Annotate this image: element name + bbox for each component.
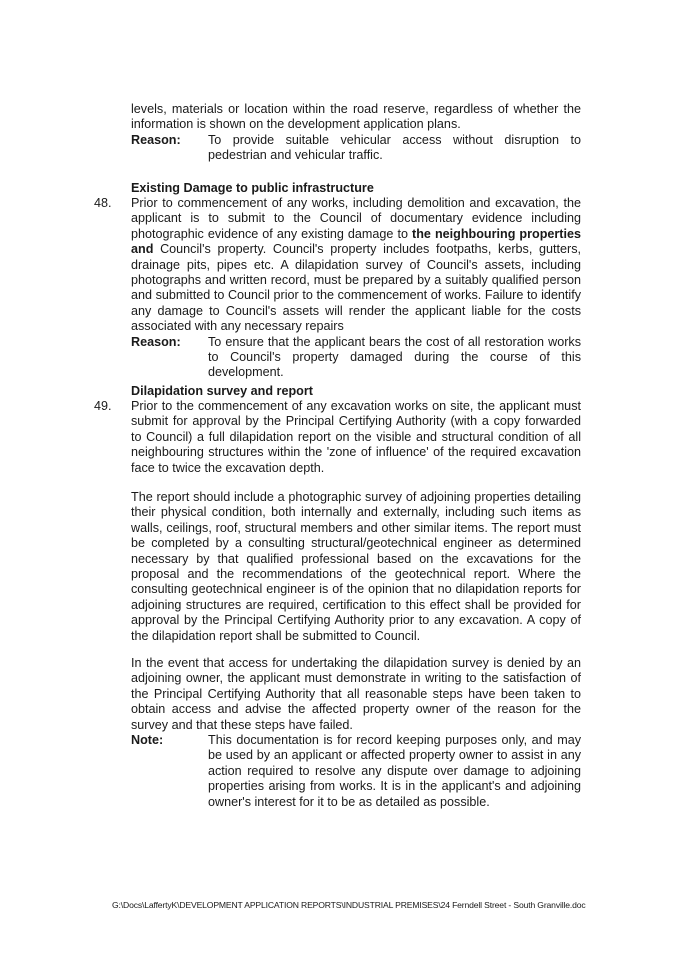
section-48-number: 48. <box>94 196 112 210</box>
section-48-heading: Existing Damage to public infrastructure <box>131 181 374 195</box>
section-49-heading: Dilapidation survey and report <box>131 384 313 398</box>
section-48-block <box>131 196 581 381</box>
section-48-text-after: Council's property. Council's property includes footpaths, kerbs, gutters, drainage pits, pipes etc. A dilapidation survey of Council's assets, including photographs and written record, must be prepared by a suitably qualified person and submitted to Council prior to the commencement of works. Failure to identify any damage to Council's assets will render the applicant liable for the costs associated with any necessary repairs <box>131 242 581 334</box>
section-48-text-before: Prior to commencement of any works, including demolition and excavation, the applicant is to submit to the Council of documentary evidence including photographic evidence of any existing damage to <box>131 196 581 241</box>
reason-text: To ensure that the applicant bears the cost of all restoration works to Council's property damaged during the course of this development. <box>208 334 581 380</box>
section-49-note <box>131 733 581 810</box>
section-49-number: 49. <box>94 399 112 413</box>
intro-text: levels, materials or location within the road reserve, regardless of whether the information is shown on the development application plans. <box>131 102 581 132</box>
section-49-text-2: The report should include a photographic survey of adjoining properties detailing their physical condition, both internally and externally, including such items as walls, ceilings, roof, structural members and other similar items. The report must be completed by a consulting structural/geotechnical engineer as determined necessary by that qualified professional based on the excavations for the proposal and the recommendations of the geotechnical report. Where the consulting geotechnical engineer is of the opinion that no dilapidation reports for adjoining structures are required, certification to this effect shall be provided for approval by the Principal Certifying Authority prior to any excavation. A copy of the dilapidation report shall be submitted to Council. <box>131 490 581 643</box>
section-48-reason <box>131 335 581 381</box>
reason-label: Reason: <box>131 334 181 349</box>
reason-label: Reason: <box>131 132 181 147</box>
section-49-text-1: Prior to the commencement of any excavation works on site, the applicant must submit for approval by the Principal Certifying Authority (with a copy forwarded to Council) a full dilapidation report on the visible and structural condition of all neighbouring structures within the 'zone of influence' of the required excavation face to twice the excavation depth. <box>131 399 581 475</box>
intro-reason <box>131 133 581 164</box>
note-label: Note: <box>131 733 164 748</box>
section-49-para-3 <box>131 656 581 810</box>
section-48-text-bold: the neighbouring properties and <box>131 226 582 257</box>
section-49-text-3: In the event that access for undertaking the dilapidation survey is denied by an adjoining owner, the applicant must demonstrate in writing to the satisfaction of the Principal Certifying Authority that all reasonable steps have been taken to obtain access and advise the affected property owner of the reason for the survey and that these steps have failed. <box>131 656 581 732</box>
footer-file-path: G:\Docs\LaffertyK\DEVELOPMENT APPLICATION REPORTS\INDUSTRIAL PREMISES\24 Ferndell Street - South Granville.doc <box>112 900 586 910</box>
intro-block <box>131 102 581 164</box>
reason-text: To provide suitable vehicular access without disruption to pedestrian and vehicular traffic. <box>208 132 581 163</box>
section-48-text <box>131 196 581 335</box>
section-49-para-2 <box>131 490 581 644</box>
section-49-para-1 <box>131 399 581 476</box>
note-text: This documentation is for record keeping purposes only, and may be used by an applicant or affected property owner to assist in any action required to resolve any dispute over damage to adjoining properties arising from works. It is in the applicant's and adjoining owner's interest for it to be as detailed as possible. <box>208 733 581 809</box>
